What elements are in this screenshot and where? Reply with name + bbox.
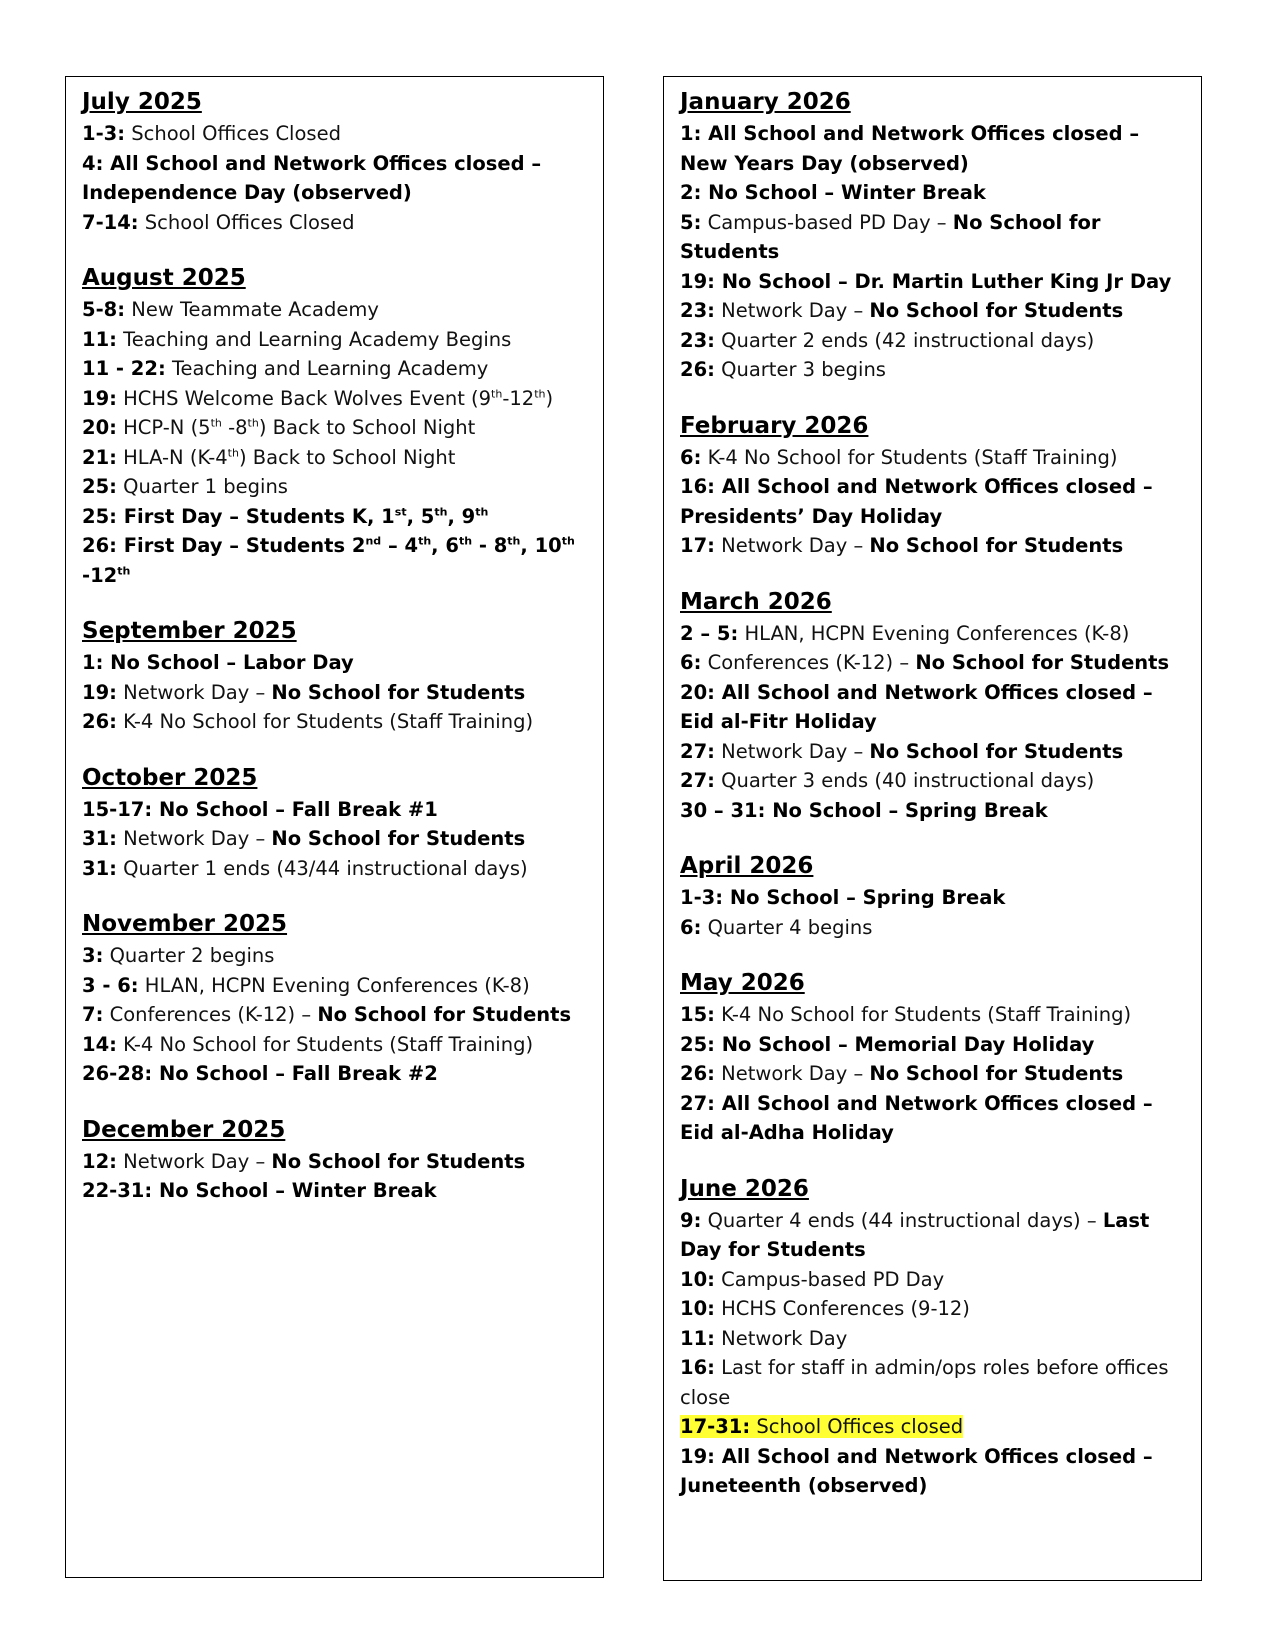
entry-text: -8: [221, 416, 248, 439]
calendar-entry: [82, 795, 589, 825]
entry-text: No School for Students: [271, 680, 526, 704]
entry-text: No School – Memorial Day Holiday: [714, 1032, 1095, 1056]
calendar-entry: [82, 295, 589, 325]
entry-text: All School and Network Offices closed – New Years Day (observed): [680, 122, 1140, 175]
entry-date: 31:: [82, 856, 117, 880]
entry-text: No School for Students: [869, 1062, 1124, 1085]
calendar-entry: [680, 296, 1187, 326]
entry-superscript: th: [534, 387, 546, 400]
calendar-entry: [680, 619, 1187, 649]
entry-date: 1:: [82, 651, 104, 674]
entry-date: 26:: [680, 1062, 715, 1085]
entry-text: HCP-N (5: [116, 416, 211, 439]
entry-superscript: th: [475, 505, 489, 518]
calendar-entry: [82, 443, 589, 473]
entry-text: ): [545, 386, 554, 410]
calendar-entry: [680, 1412, 1187, 1442]
entry-text: HLAN, HCPN Evening Conferences (K-8): [138, 973, 530, 997]
month-section-december-2025: [82, 1115, 589, 1206]
entry-date: 22-31:: [82, 1179, 153, 1202]
entry-date: 6:: [680, 915, 702, 939]
entry-text: School Offices Closed: [138, 210, 355, 234]
calendar-column-right: [663, 76, 1202, 1581]
entry-date: 4:: [82, 151, 104, 175]
entry-date: 2 – 5:: [680, 621, 739, 645]
calendar-entry: [680, 648, 1187, 678]
entry-date: 23:: [680, 299, 715, 322]
month-title: November 2025: [82, 911, 288, 937]
entry-date: 1:: [680, 122, 702, 145]
entry-text: School Offices closed: [750, 1415, 964, 1438]
calendar-entry: [82, 502, 589, 532]
calendar-entry: [680, 737, 1187, 767]
calendar-entry: [680, 472, 1187, 531]
entry-date: 20:: [82, 416, 117, 439]
month-section-january-2026: [680, 87, 1187, 385]
entry-date: 25:: [82, 475, 117, 498]
entry-superscript: th: [434, 505, 448, 518]
calendar-entry: [82, 413, 589, 443]
calendar-entry: [82, 1059, 589, 1089]
calendar-entry: [82, 531, 589, 590]
entry-text: K-4 No School for Students (Staff Training): [116, 710, 534, 733]
entry-superscript: th: [561, 534, 575, 548]
entry-date: 7-14:: [82, 210, 139, 234]
entry-text: First Day – Students K, 1: [116, 504, 395, 528]
month-section-february-2026: [680, 411, 1187, 561]
entry-date: 9:: [680, 1208, 702, 1232]
entry-date: 15:: [680, 1003, 715, 1026]
entry-superscript: th: [507, 534, 521, 548]
entry-text: , 5: [406, 504, 435, 528]
entry-text: Network Day –: [714, 534, 870, 557]
entry-date: 6:: [680, 651, 702, 674]
entry-text: Quarter 1 begins: [116, 475, 288, 498]
entry-text: No School for Students: [317, 1003, 572, 1026]
month-section-april-2026: [680, 851, 1187, 942]
entry-text: School Offices Closed: [125, 122, 341, 145]
entry-text: Network Day –: [116, 827, 272, 850]
calendar-entry: [680, 355, 1187, 385]
month-title: January 2026: [680, 89, 851, 115]
calendar-entry: [82, 1147, 589, 1177]
entry-text: No School for Students: [680, 210, 1101, 263]
entry-text: HLA-N (K-4: [116, 445, 228, 469]
entry-text: No School – Fall Break #2: [152, 1062, 438, 1085]
entry-text: Network Day –: [714, 1062, 870, 1085]
entry-text: Quarter 4 begins: [701, 915, 873, 939]
entry-text: K-4 No School for Students (Staff Training): [116, 1032, 534, 1056]
entry-text: Quarter 1 ends (43/44 instructional days): [116, 856, 528, 880]
entry-text: HCHS Welcome Back Wolves Event (9: [116, 386, 492, 410]
entry-date: 26:: [680, 358, 715, 381]
entry-date: 3 - 6:: [82, 973, 139, 997]
entry-text: – 4: [381, 534, 419, 557]
entry-date: 10:: [680, 1297, 715, 1320]
entry-text: No School – Labor Day: [103, 651, 354, 674]
calendar-entry: [680, 267, 1187, 297]
month-title: September 2025: [82, 618, 297, 644]
calendar-entry: [680, 913, 1187, 943]
entry-text: No School – Spring Break: [765, 798, 1048, 822]
entry-text: HCHS Conferences (9-12): [714, 1297, 970, 1320]
entry-date: 11:: [680, 1326, 715, 1350]
calendar-entry: [82, 678, 589, 708]
calendar-entry: [82, 1000, 589, 1030]
calendar-entry: [82, 707, 589, 737]
entry-text: No School – Winter Break: [152, 1179, 437, 1202]
calendar-entry: [680, 1265, 1187, 1295]
calendar-entry: [82, 208, 589, 238]
entry-superscript: th: [227, 446, 239, 459]
entry-date: 6:: [680, 445, 702, 469]
calendar-entry: [680, 1442, 1187, 1501]
month-section-august-2025: [82, 263, 589, 590]
month-section-september-2025: [82, 616, 589, 737]
entry-text: Network Day –: [714, 299, 870, 322]
entry-text: ) Back to School Night: [238, 445, 456, 469]
entry-text: All School and Network Offices closed – Eid al-Fitr Holiday: [680, 680, 1153, 733]
calendar-entry: [680, 531, 1187, 561]
calendar-entry: [680, 178, 1187, 208]
calendar-entry: [680, 883, 1187, 913]
entry-date: 19:: [680, 1444, 715, 1468]
entry-text: First Day – Students 2: [116, 534, 366, 557]
entry-text: Conferences (K-12) –: [701, 651, 916, 674]
entry-text: -12: [502, 386, 535, 410]
entry-text: Teaching and Learning Academy: [165, 357, 489, 380]
entry-date: 1-3:: [680, 886, 724, 909]
calendar-entry: [82, 472, 589, 502]
entry-text: Network Day –: [116, 680, 272, 704]
calendar-entry: [82, 971, 589, 1001]
entry-text: Quarter 2 ends (42 instructional days): [714, 328, 1095, 352]
entry-date: 19:: [82, 386, 117, 410]
entry-text: No School for Students: [271, 827, 526, 850]
entry-text: Campus-based PD Day: [714, 1267, 945, 1291]
entry-text: No School – Dr. Martin Luther King Jr Day: [714, 269, 1172, 293]
entry-text: Last for staff in admin/ops roles before offices close: [680, 1356, 1169, 1409]
entry-text: K-4 No School for Students (Staff Training): [701, 445, 1118, 469]
calendar-entry: [82, 149, 589, 208]
entry-date: 27:: [680, 739, 715, 763]
entry-text: No School for Students: [869, 739, 1124, 763]
entry-text: - 8: [472, 534, 508, 557]
entry-text: , 10: [520, 534, 562, 557]
entry-text: Quarter 2 begins: [103, 944, 275, 967]
entry-superscript: th: [210, 416, 222, 430]
entry-date: 26:: [82, 710, 117, 733]
entry-text: Last Day for Students: [680, 1208, 1150, 1261]
month-section-july-2025: [82, 87, 589, 237]
month-section-october-2025: [82, 763, 589, 884]
entry-date: 19:: [680, 269, 715, 293]
entry-superscript: nd: [365, 534, 382, 548]
entry-date: 5-8:: [82, 298, 126, 321]
entry-text: Quarter 3 begins: [714, 358, 886, 381]
calendar-entry: [680, 1324, 1187, 1354]
calendar-entry: [82, 648, 589, 678]
entry-date: 7:: [82, 1003, 104, 1026]
entry-text: Quarter 3 ends (40 instructional days): [714, 769, 1095, 792]
entry-date: 3:: [82, 944, 104, 967]
entry-text: Campus-based PD Day –: [701, 210, 953, 234]
entry-date: 11 - 22:: [82, 357, 166, 380]
calendar-entry: [82, 941, 589, 971]
entry-text: No School – Spring Break: [723, 886, 1006, 909]
entry-date: 20:: [680, 680, 715, 704]
calendar-entry: [82, 1176, 589, 1206]
entry-text: , 6: [431, 534, 459, 557]
entry-date: 19:: [82, 680, 117, 704]
entry-text: No School – Fall Break #1: [152, 797, 438, 821]
entry-superscript: th: [491, 387, 503, 400]
entry-date: 5:: [680, 210, 702, 234]
calendar-entry: [680, 443, 1187, 473]
month-title: October 2025: [82, 764, 258, 791]
calendar-entry: [680, 326, 1187, 356]
entry-date: 11:: [82, 327, 117, 351]
entry-text: HLAN, HCPN Evening Conferences (K-8): [738, 621, 1130, 645]
month-title: August 2025: [82, 265, 246, 291]
highlighted-entry: [680, 1415, 963, 1438]
entry-date: 25:: [82, 504, 117, 528]
calendar-entry: [680, 678, 1187, 737]
calendar-entry: [680, 1059, 1187, 1089]
entry-text: No School for Students: [869, 534, 1124, 557]
entry-date: 15-17:: [82, 797, 153, 821]
calendar-entry: [680, 1294, 1187, 1324]
month-title: June 2026: [680, 1175, 809, 1202]
calendar-entry: [82, 1030, 589, 1060]
entry-text: Teaching and Learning Academy Begins: [116, 327, 512, 351]
entry-text: No School for Students: [869, 299, 1124, 322]
entry-date: 16:: [680, 1356, 715, 1379]
entry-date: 25:: [680, 1032, 715, 1056]
entry-date: 26:: [82, 534, 117, 557]
calendar-entry: [680, 119, 1187, 178]
entry-date: 21:: [82, 445, 117, 469]
entry-text: Network Day: [714, 1326, 848, 1350]
calendar-entry: [680, 766, 1187, 796]
entry-text: ) Back to School Night: [258, 416, 476, 439]
calendar-entry: [82, 119, 589, 149]
calendar-entry: [82, 824, 589, 854]
entry-date: 16:: [680, 475, 715, 498]
month-title: March 2026: [680, 588, 832, 615]
entry-date: 27:: [680, 1091, 715, 1115]
calendar-entry: [680, 1030, 1187, 1060]
entry-date: 30 – 31:: [680, 798, 766, 822]
entry-text: All School and Network Offices closed – Eid al-Adha Holiday: [680, 1091, 1153, 1144]
entry-text: Network Day –: [714, 739, 870, 763]
entry-date: 27:: [680, 769, 715, 792]
entry-text: New Teammate Academy: [125, 298, 379, 321]
entry-superscript: th: [117, 564, 131, 577]
month-title: July 2025: [82, 89, 202, 115]
calendar-entry: [680, 208, 1187, 267]
entry-date: 1-3:: [82, 122, 126, 145]
entry-text: , 9: [447, 504, 476, 528]
month-title: April 2026: [680, 853, 814, 879]
calendar-entry: [82, 325, 589, 355]
entry-superscript: th: [458, 534, 473, 548]
entry-text: All School and Network Offices closed – Presidents’ Day Holiday: [680, 475, 1153, 528]
entry-date: 23:: [680, 328, 715, 352]
entry-text: No School for Students: [915, 651, 1170, 674]
calendar-entry: [82, 854, 589, 884]
entry-text: Network Day –: [116, 1149, 272, 1173]
month-section-november-2025: [82, 909, 589, 1089]
entry-date: 17-31:: [680, 1415, 751, 1438]
entry-text: All School and Network Offices closed – Independence Day (observed): [82, 151, 542, 204]
entry-date: 2:: [680, 181, 702, 204]
calendar-entry: [680, 1089, 1187, 1148]
calendar-entry: [82, 384, 589, 414]
entry-date: 17:: [680, 534, 715, 557]
entry-text: No School – Winter Break: [701, 181, 986, 204]
month-section-may-2026: [680, 968, 1187, 1148]
entry-text: All School and Network Offices closed – Juneteenth (observed): [680, 1444, 1153, 1497]
entry-text: Quarter 4 ends (44 instructional days) –: [701, 1208, 1103, 1232]
entry-superscript: th: [418, 534, 432, 548]
calendar-entry: [680, 796, 1187, 826]
entry-date: 31:: [82, 827, 117, 850]
calendar-entry: [82, 354, 589, 384]
month-section-march-2026: [680, 587, 1187, 826]
entry-text: K-4 No School for Students (Staff Training): [714, 1003, 1132, 1026]
calendar-entry: [680, 1353, 1187, 1412]
calendar-entry: [680, 1206, 1187, 1265]
entry-date: 10:: [680, 1267, 715, 1291]
entry-text: Conferences (K-12) –: [103, 1003, 318, 1026]
calendar-column-left: [65, 76, 604, 1578]
calendar-entry: [680, 1000, 1187, 1030]
month-section-june-2026: [680, 1174, 1187, 1501]
entry-superscript: st: [394, 505, 407, 518]
entry-text: -12: [82, 563, 118, 587]
month-title: May 2026: [680, 970, 805, 996]
month-title: December 2025: [82, 1116, 286, 1143]
entry-date: 12:: [82, 1149, 117, 1173]
month-title: February 2026: [680, 412, 869, 439]
entry-date: 14:: [82, 1032, 117, 1056]
entry-date: 26-28:: [82, 1062, 153, 1085]
entry-superscript: th: [247, 416, 259, 430]
entry-text: No School for Students: [271, 1149, 526, 1173]
